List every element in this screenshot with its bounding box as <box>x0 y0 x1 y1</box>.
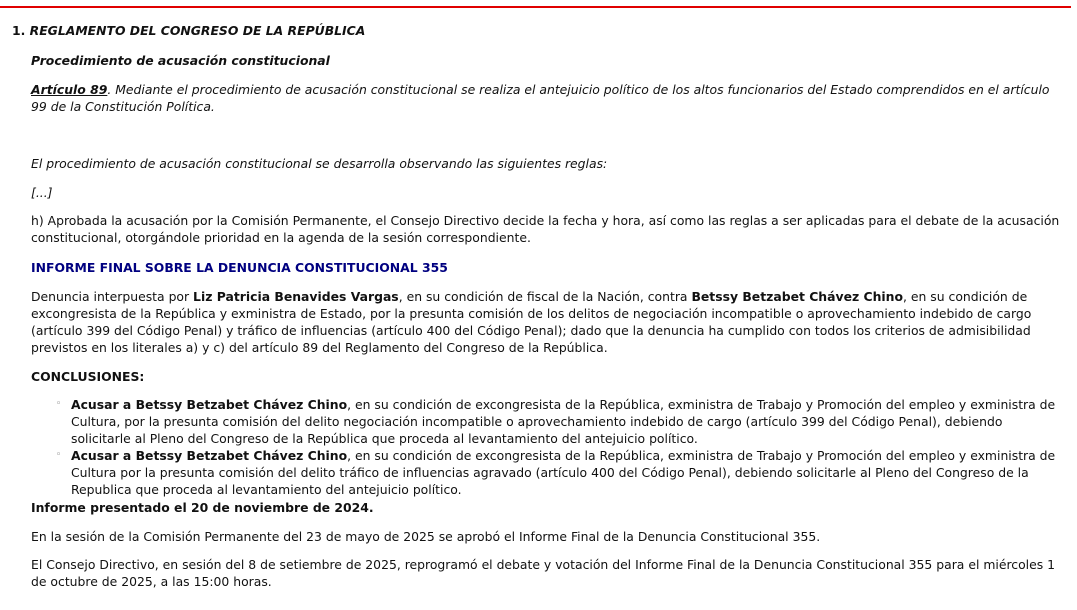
procedure-intro: El procedimiento de acusación constitucional se desarrolla observando las siguientes reglas: <box>31 156 608 171</box>
item-title-text: REGLAMENTO DEL CONGRESO DE LA REPÚBLICA <box>29 23 366 38</box>
denuncia-text-1: Denuncia interpuesta por <box>31 289 194 304</box>
top-red-rule <box>0 6 1071 8</box>
article-89-paragraph <box>31 81 1061 115</box>
article-89-label: Artículo 89 <box>31 82 108 97</box>
accused-name: Betssy Betzabet Chávez Chino <box>691 289 903 304</box>
conclusions-list <box>56 396 1056 498</box>
conclusions-heading: CONCLUSIONES: <box>31 369 145 384</box>
circle-bullet-icon: ◦ <box>56 399 62 409</box>
informe-final-heading: INFORME FINAL SOBRE LA DENUNCIA CONSTITUCIONAL 355 <box>31 260 448 275</box>
article-89-text: . Mediante el procedimiento de acusación constitucional se realiza el antejuicio político de los altos funcionarios del Estado comprendidos en el artículo 99 de la Constitución Política. <box>31 82 1050 114</box>
complainant-name: Liz Patricia Benavides Vargas <box>193 289 399 304</box>
denuncia-text-2: , en su condición de fiscal de la Nación, contra <box>398 289 692 304</box>
item-title <box>12 22 365 39</box>
conclusion-item <box>56 447 1056 498</box>
item-number: 1. <box>12 23 26 38</box>
conclusion-bold: Acusar a Betssy Betzabet Chávez Chino <box>71 448 348 463</box>
session-approval-note: En la sesión de la Comisión Permanente del 23 de mayo de 2025 se aprobó el Informe Final de la Denuncia Constitucional 355. <box>31 529 821 544</box>
council-reschedule-note: El Consejo Directivo, en sesión del 8 de setiembre de 2025, reprogramó el debate y votación del Informe Final de la Denuncia Constitucional 355 para el miércoles 1 de octubre de 2025, a las 15:00 horas. <box>31 557 1056 589</box>
omission-ellipsis: [...] <box>31 185 53 200</box>
conclusion-text: , en su condición de excongresista de la República, exministra de Trabajo y Promoción del empleo y exministra de Cultura por la presunta comisión del delito tráfico de influencias agravado (artículo 400 del Código Penal), debiendo solicitarle al Pleno del Congreso de la Republica que proceda al levantamiento del antejuicio político. <box>71 448 1056 497</box>
rule-h-paragraph: h) Aprobada la acusación por la Comisión Permanente, el Consejo Directivo decide la fecha y hora, así como las reglas a ser aplicadas para el debate de la acusación constitucional, otorgándole prioridad en la agenda de la sesión correspondiente. <box>31 213 1060 245</box>
procedure-subtitle: Procedimiento de acusación constitucional <box>31 53 330 68</box>
conclusion-text: , en su condición de excongresista de la República, exministra de Trabajo y Promoción del empleo y exministra de Cultura, por la presunta comisión del delito negociación incompatible o aprovechamiento indebido de cargo (artículo 399 del Código Penal), debiendo solicitarle al Pleno del Congreso de la República que proceda al levantamiento del antejuicio político. <box>71 397 1056 446</box>
informe-presented-date: Informe presentado el 20 de noviembre de 2024. <box>31 500 374 515</box>
denuncia-paragraph <box>31 288 1061 356</box>
conclusion-bold: Acusar a Betssy Betzabet Chávez Chino <box>71 397 348 412</box>
circle-bullet-icon: ◦ <box>56 450 62 460</box>
conclusion-item <box>56 396 1056 447</box>
denuncia-text-3: , en su condición de excongresista de la República y exministra de Estado, por la presunta comisión de los delitos de negociación incompatible o aprovechamiento indebido de cargo (artículo 399 del Código Penal) y tráfico de influencias (artículo 400 del Código Penal); dado que la denuncia ha cumplido con todos los criterios de admisibilidad previstos en los literales a) y c) del artículo 89 del Reglamento del Congreso de la República. <box>31 289 1032 355</box>
